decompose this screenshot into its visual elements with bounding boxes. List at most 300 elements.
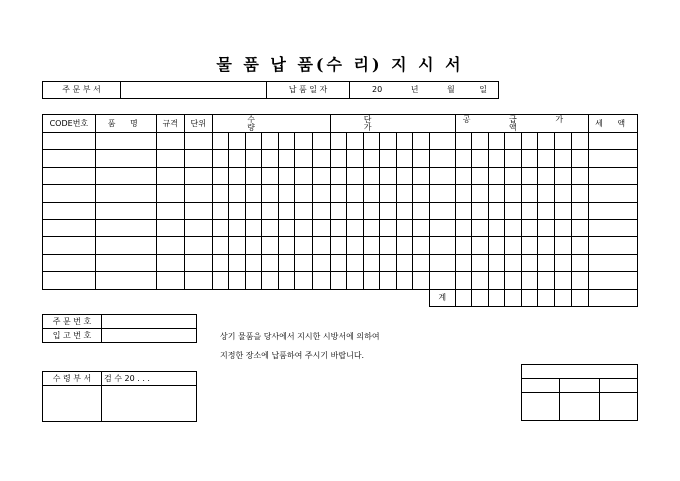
cell[interactable]: [43, 185, 96, 202]
cell[interactable]: [229, 254, 246, 271]
cell[interactable]: [262, 237, 279, 254]
cell[interactable]: [455, 133, 472, 150]
cell[interactable]: [455, 272, 472, 289]
cell[interactable]: [472, 237, 489, 254]
cell[interactable]: [363, 272, 380, 289]
cell[interactable]: [589, 202, 638, 219]
cell[interactable]: [262, 254, 279, 271]
cell[interactable]: [278, 254, 295, 271]
cell[interactable]: [538, 202, 555, 219]
cell[interactable]: [538, 150, 555, 167]
cell[interactable]: [429, 202, 455, 219]
cell[interactable]: [156, 219, 184, 236]
cell[interactable]: [413, 202, 430, 219]
cell[interactable]: [413, 185, 430, 202]
cell[interactable]: [589, 219, 638, 236]
cell[interactable]: [212, 202, 229, 219]
receiving-dept-label: 수 령 부 서: [43, 372, 102, 386]
cell[interactable]: [262, 202, 279, 219]
cell[interactable]: [380, 202, 397, 219]
cell[interactable]: [184, 133, 212, 150]
cell[interactable]: [43, 219, 96, 236]
cell[interactable]: [589, 254, 638, 271]
cell[interactable]: [505, 167, 522, 184]
cell[interactable]: [295, 219, 313, 236]
inspect-label: 검 수 20 . . .: [102, 372, 197, 386]
cell[interactable]: [505, 133, 522, 150]
cell[interactable]: [455, 289, 472, 306]
cell[interactable]: [538, 289, 555, 306]
cell[interactable]: [212, 272, 229, 289]
cell[interactable]: [380, 254, 397, 271]
cell[interactable]: [156, 254, 184, 271]
cell[interactable]: [521, 289, 538, 306]
cell[interactable]: [571, 133, 589, 150]
cell[interactable]: [472, 202, 489, 219]
cell[interactable]: [505, 219, 522, 236]
cell[interactable]: [571, 202, 589, 219]
cell[interactable]: [295, 133, 313, 150]
cell[interactable]: [212, 185, 229, 202]
table-row: [43, 219, 638, 236]
cell[interactable]: [229, 185, 246, 202]
cell[interactable]: [330, 133, 347, 150]
cell[interactable]: [95, 254, 156, 271]
cell[interactable]: [380, 237, 397, 254]
cell[interactable]: [184, 185, 212, 202]
cell[interactable]: [521, 185, 538, 202]
cell[interactable]: [245, 272, 262, 289]
cell[interactable]: [521, 133, 538, 150]
cell[interactable]: [396, 150, 413, 167]
cell[interactable]: [212, 237, 229, 254]
receiving-dept-field[interactable]: [43, 386, 102, 422]
cell[interactable]: [313, 272, 331, 289]
approval-top-cell[interactable]: [522, 365, 638, 379]
cell[interactable]: [212, 254, 229, 271]
cell[interactable]: [295, 185, 313, 202]
cell[interactable]: [330, 185, 347, 202]
cell[interactable]: [396, 237, 413, 254]
table-row: [43, 272, 638, 289]
cell[interactable]: [505, 289, 522, 306]
cell[interactable]: [347, 272, 364, 289]
cell[interactable]: [505, 150, 522, 167]
cell[interactable]: [571, 185, 589, 202]
cell[interactable]: [330, 272, 347, 289]
cell[interactable]: [538, 133, 555, 150]
cell[interactable]: [488, 254, 505, 271]
cell[interactable]: [156, 185, 184, 202]
receipt-no-label: 입 고 번 호: [43, 329, 102, 343]
cell[interactable]: [184, 254, 212, 271]
cell[interactable]: [380, 272, 397, 289]
cell[interactable]: [330, 167, 347, 184]
cell[interactable]: [330, 202, 347, 219]
year-prefix: 20: [372, 85, 383, 94]
cell[interactable]: [472, 167, 489, 184]
cell[interactable]: [413, 150, 430, 167]
cell[interactable]: [589, 185, 638, 202]
cell[interactable]: [278, 167, 295, 184]
cell[interactable]: [505, 254, 522, 271]
cell[interactable]: [521, 202, 538, 219]
receiving-table: [42, 371, 197, 422]
cell[interactable]: [43, 272, 96, 289]
table-row: [43, 254, 638, 271]
cell[interactable]: [262, 133, 279, 150]
cell[interactable]: [295, 150, 313, 167]
col-tax-header: 세 액: [589, 115, 638, 133]
cell[interactable]: [521, 254, 538, 271]
items-header-row: [43, 115, 638, 133]
table-row: [43, 150, 638, 167]
cell[interactable]: [488, 289, 505, 306]
cell[interactable]: [555, 133, 572, 150]
document-title: 물 품 납 품(수 리) 지 시 서: [216, 55, 464, 74]
cell[interactable]: [184, 237, 212, 254]
cell[interactable]: [363, 133, 380, 150]
cell[interactable]: [472, 272, 489, 289]
items-table: [42, 114, 638, 307]
cell[interactable]: [488, 167, 505, 184]
cell[interactable]: [245, 237, 262, 254]
month-unit: 월: [447, 85, 455, 94]
cell[interactable]: [95, 272, 156, 289]
cell[interactable]: [363, 237, 380, 254]
cell[interactable]: [212, 167, 229, 184]
cell[interactable]: [229, 150, 246, 167]
cell[interactable]: [429, 167, 455, 184]
cell[interactable]: [262, 150, 279, 167]
cell[interactable]: [429, 219, 455, 236]
cell[interactable]: [455, 219, 472, 236]
cell[interactable]: [363, 219, 380, 236]
cell[interactable]: [488, 219, 505, 236]
cell[interactable]: [396, 202, 413, 219]
cell[interactable]: [95, 150, 156, 167]
cell[interactable]: [571, 289, 589, 306]
cell[interactable]: [413, 254, 430, 271]
cell[interactable]: [521, 272, 538, 289]
cell[interactable]: [43, 167, 96, 184]
cell[interactable]: [313, 150, 331, 167]
notice-line-1: 상기 물품을 당사에서 지시한 시방서에 의하여: [220, 332, 380, 341]
cell[interactable]: [347, 202, 364, 219]
cell[interactable]: [313, 167, 331, 184]
cell[interactable]: [347, 219, 364, 236]
cell[interactable]: [521, 237, 538, 254]
cell[interactable]: [245, 254, 262, 271]
cell[interactable]: [330, 237, 347, 254]
cell[interactable]: [330, 219, 347, 236]
cell[interactable]: [396, 133, 413, 150]
cell[interactable]: [245, 150, 262, 167]
cell[interactable]: [413, 167, 430, 184]
cell[interactable]: [43, 254, 96, 271]
cell[interactable]: [521, 150, 538, 167]
cell[interactable]: [472, 219, 489, 236]
cell[interactable]: [330, 150, 347, 167]
cell[interactable]: [347, 150, 364, 167]
cell[interactable]: [488, 237, 505, 254]
cell[interactable]: [380, 185, 397, 202]
cell[interactable]: [396, 185, 413, 202]
cell[interactable]: [380, 167, 397, 184]
cell[interactable]: [555, 150, 572, 167]
cell[interactable]: [212, 133, 229, 150]
cell[interactable]: [429, 254, 455, 271]
year-unit: 년: [410, 85, 419, 94]
delivery-date-field[interactable]: [350, 82, 499, 99]
cell[interactable]: [278, 150, 295, 167]
cell[interactable]: [43, 133, 96, 150]
cell[interactable]: [278, 237, 295, 254]
order-no-field[interactable]: [102, 315, 197, 329]
cell[interactable]: [589, 167, 638, 184]
cell[interactable]: [245, 133, 262, 150]
cell[interactable]: [488, 272, 505, 289]
cell[interactable]: [505, 237, 522, 254]
cell[interactable]: [555, 167, 572, 184]
cell[interactable]: [313, 237, 331, 254]
cell[interactable]: [95, 237, 156, 254]
cell[interactable]: [184, 272, 212, 289]
cell[interactable]: [347, 133, 364, 150]
col-unit-header: 단위: [184, 115, 212, 133]
cell[interactable]: [330, 254, 347, 271]
approval-title-cell[interactable]: [522, 379, 560, 393]
cell[interactable]: [95, 167, 156, 184]
cell[interactable]: [429, 272, 455, 289]
inspect-field[interactable]: [102, 386, 197, 422]
col-name-header: 품 명: [95, 115, 156, 133]
cell[interactable]: [278, 219, 295, 236]
receipt-no-field[interactable]: [102, 329, 197, 343]
cell[interactable]: [380, 150, 397, 167]
cell[interactable]: [262, 272, 279, 289]
cell[interactable]: [589, 133, 638, 150]
cell[interactable]: [245, 167, 262, 184]
cell[interactable]: [555, 272, 572, 289]
cell[interactable]: [229, 219, 246, 236]
cell[interactable]: [413, 133, 430, 150]
cell[interactable]: [488, 202, 505, 219]
cell[interactable]: [455, 254, 472, 271]
cell[interactable]: [363, 202, 380, 219]
cell[interactable]: [396, 272, 413, 289]
cell[interactable]: [413, 272, 430, 289]
cell[interactable]: [278, 185, 295, 202]
cell[interactable]: [229, 133, 246, 150]
cell[interactable]: [589, 237, 638, 254]
cell[interactable]: [278, 272, 295, 289]
table-row: [43, 133, 638, 150]
cell[interactable]: [313, 133, 331, 150]
cell[interactable]: [589, 150, 638, 167]
cell[interactable]: [429, 150, 455, 167]
approval-table: [521, 364, 638, 421]
cell[interactable]: [455, 167, 472, 184]
order-dept-field[interactable]: [121, 82, 267, 99]
cell[interactable]: [229, 202, 246, 219]
cell[interactable]: [538, 167, 555, 184]
cell[interactable]: [313, 219, 331, 236]
cell[interactable]: [295, 237, 313, 254]
order-dept-label: 주 문 부 서: [43, 82, 121, 99]
cell[interactable]: [95, 219, 156, 236]
cell[interactable]: [347, 254, 364, 271]
cell[interactable]: [571, 237, 589, 254]
cell[interactable]: [245, 202, 262, 219]
cell[interactable]: [245, 219, 262, 236]
cell[interactable]: [555, 219, 572, 236]
col-spec-header: 규격: [156, 115, 184, 133]
cell[interactable]: [413, 219, 430, 236]
approval-sign-cell[interactable]: [600, 393, 638, 421]
cell[interactable]: [363, 185, 380, 202]
cell[interactable]: [538, 272, 555, 289]
cell[interactable]: [347, 185, 364, 202]
cell[interactable]: [521, 167, 538, 184]
cell[interactable]: [363, 150, 380, 167]
item-rows: [43, 133, 638, 290]
total-tax-cell[interactable]: [589, 289, 638, 306]
cell[interactable]: [505, 185, 522, 202]
table-row: [43, 202, 638, 219]
cell[interactable]: [245, 185, 262, 202]
cell[interactable]: [184, 202, 212, 219]
total-row: [43, 289, 638, 306]
cell[interactable]: [184, 150, 212, 167]
total-label: 계: [429, 289, 455, 306]
cell[interactable]: [472, 289, 489, 306]
cell[interactable]: [295, 202, 313, 219]
cell[interactable]: [589, 272, 638, 289]
cell[interactable]: [571, 167, 589, 184]
cell[interactable]: [555, 237, 572, 254]
cell[interactable]: [538, 237, 555, 254]
cell[interactable]: [43, 202, 96, 219]
cell[interactable]: [184, 219, 212, 236]
cell[interactable]: [295, 167, 313, 184]
cell[interactable]: [43, 237, 96, 254]
approval-sign-cell[interactable]: [560, 393, 600, 421]
cell[interactable]: [472, 185, 489, 202]
cell[interactable]: [555, 254, 572, 271]
cell[interactable]: [396, 167, 413, 184]
cell[interactable]: [571, 150, 589, 167]
cell[interactable]: [363, 254, 380, 271]
cell[interactable]: [429, 237, 455, 254]
col-code-header: CODE번호: [43, 115, 96, 133]
approval-title-cell[interactable]: [560, 379, 600, 393]
cell[interactable]: [156, 150, 184, 167]
cell[interactable]: [380, 133, 397, 150]
cell[interactable]: [156, 167, 184, 184]
cell[interactable]: [95, 185, 156, 202]
cell[interactable]: [413, 237, 430, 254]
table-row: [43, 167, 638, 184]
cell[interactable]: [262, 167, 279, 184]
cell[interactable]: [538, 254, 555, 271]
cell[interactable]: [455, 150, 472, 167]
cell[interactable]: [429, 133, 455, 150]
cell[interactable]: [212, 150, 229, 167]
cell[interactable]: [262, 219, 279, 236]
table-row: [43, 237, 638, 254]
cell[interactable]: [396, 219, 413, 236]
cell[interactable]: [156, 133, 184, 150]
cell[interactable]: [472, 254, 489, 271]
cell[interactable]: [295, 272, 313, 289]
cell[interactable]: [488, 150, 505, 167]
col-unit-price-header: 단 가: [330, 115, 455, 133]
cell[interactable]: [429, 185, 455, 202]
cell[interactable]: [262, 185, 279, 202]
cell[interactable]: [313, 185, 331, 202]
day-unit: 일: [479, 85, 488, 94]
cell[interactable]: [212, 219, 229, 236]
cell[interactable]: [380, 219, 397, 236]
cell[interactable]: [571, 219, 589, 236]
cell[interactable]: [538, 185, 555, 202]
cell[interactable]: [95, 202, 156, 219]
cell[interactable]: [488, 133, 505, 150]
cell[interactable]: [555, 289, 572, 306]
cell[interactable]: [229, 237, 246, 254]
cell[interactable]: [278, 202, 295, 219]
cell[interactable]: [347, 167, 364, 184]
cell[interactable]: [347, 237, 364, 254]
cell[interactable]: [313, 254, 331, 271]
cell[interactable]: [472, 150, 489, 167]
cell[interactable]: [505, 272, 522, 289]
cell[interactable]: [95, 133, 156, 150]
cell[interactable]: [555, 185, 572, 202]
cell[interactable]: [156, 237, 184, 254]
approval-sign-cell[interactable]: [522, 393, 560, 421]
cell[interactable]: [156, 272, 184, 289]
cell[interactable]: [505, 202, 522, 219]
order-no-label: 주 문 번 호: [43, 315, 102, 329]
cell[interactable]: [555, 202, 572, 219]
cell[interactable]: [156, 202, 184, 219]
cell[interactable]: [571, 272, 589, 289]
cell[interactable]: [488, 185, 505, 202]
cell[interactable]: [278, 133, 295, 150]
cell[interactable]: [455, 185, 472, 202]
cell[interactable]: [538, 219, 555, 236]
total-spacer: [43, 289, 430, 306]
cell[interactable]: [455, 202, 472, 219]
cell[interactable]: [295, 254, 313, 271]
col-supply-amount-header: 공 급 가 액: [455, 115, 588, 133]
cell[interactable]: [184, 167, 212, 184]
cell[interactable]: [521, 219, 538, 236]
cell[interactable]: [229, 272, 246, 289]
cell[interactable]: [571, 254, 589, 271]
cell[interactable]: [455, 237, 472, 254]
cell[interactable]: [43, 150, 96, 167]
approval-title-cell[interactable]: [600, 379, 638, 393]
cell[interactable]: [229, 167, 246, 184]
cell[interactable]: [472, 133, 489, 150]
cell[interactable]: [313, 202, 331, 219]
cell[interactable]: [396, 254, 413, 271]
cell[interactable]: [363, 167, 380, 184]
notice-line-2: 지정한 장소에 납품하여 주시기 바랍니다.: [220, 351, 365, 360]
